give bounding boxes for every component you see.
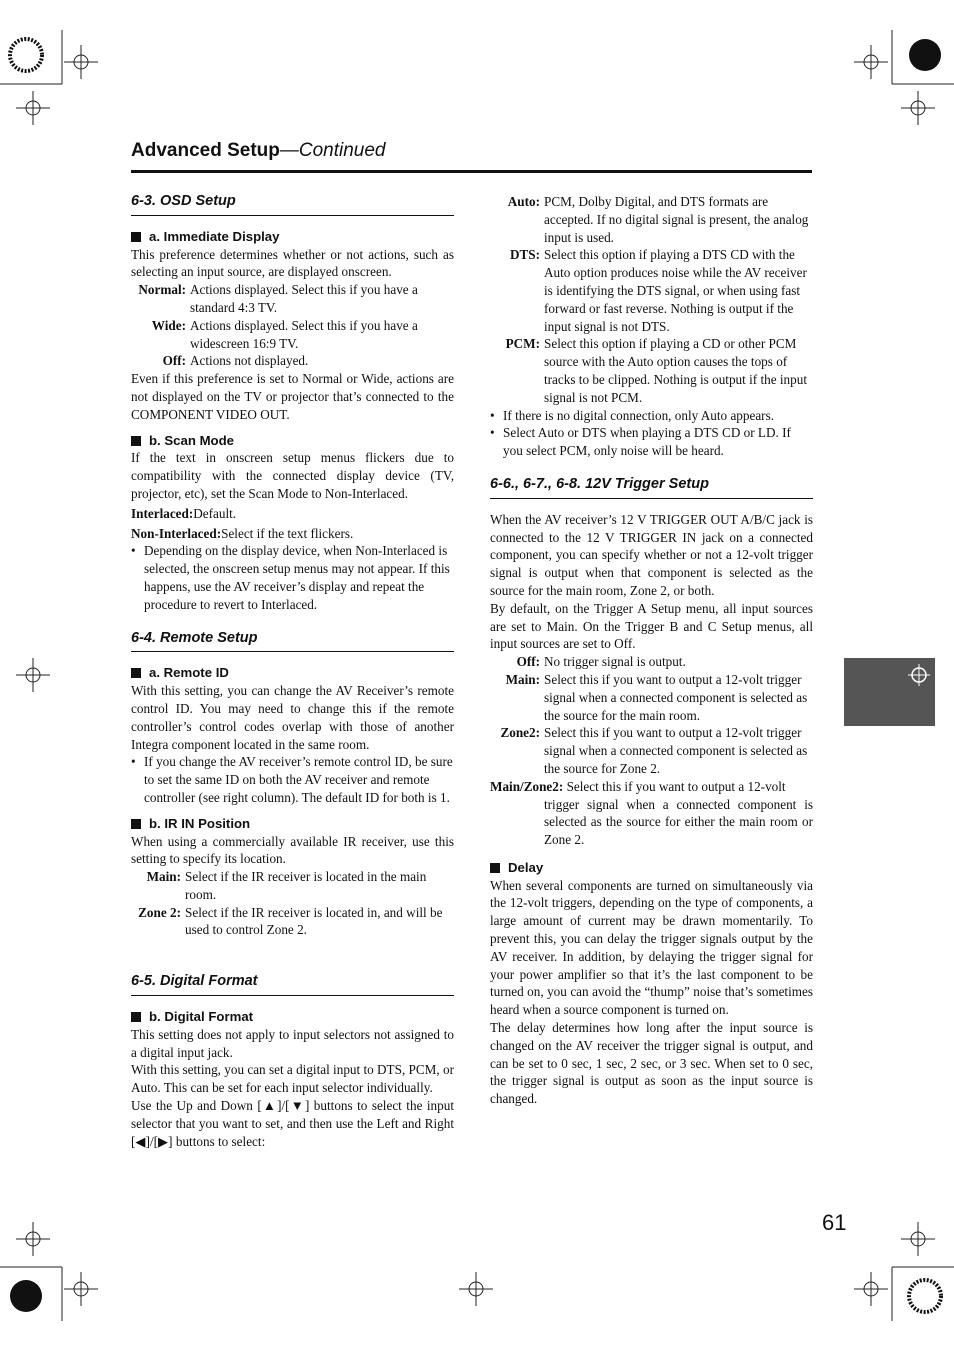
chapter-tab	[844, 658, 935, 726]
right-arrow-icon: ▶	[158, 1133, 169, 1149]
bullet-item: • Depending on the display device, when Non-Interlaced is selected, the onscreen setup menus may not appear. If this happens, use the AV receiver’s display and repeat the procedure to revert to Interlaced.	[131, 543, 450, 612]
term-zone2: Zone 2: Select if the IR receiver is located in, and will be used to control Zone 2.	[138, 904, 443, 938]
section-heading-osd: 6-3. OSD Setup	[131, 193, 454, 216]
square-bullet-icon	[131, 819, 141, 829]
term-main-zone2-cont: trigger signal when a connected component is selected as the source for either the main room or Zone 2.	[544, 796, 813, 848]
page-title: Advanced Setup—Continued	[131, 140, 386, 161]
term-auto: Auto: PCM, Dolby Digital, and DTS formats are accepted. If no digital signal is present, the analog input is used.	[507, 194, 809, 245]
term-normal: Normal: Actions displayed. Select this if you have a standard 4:3 TV.	[138, 282, 418, 315]
paragraph: With this setting, you can set a digital input to DTS, PCM, or Auto. This can be set for each input selector individually.	[131, 1062, 454, 1096]
registration-mark-icon	[908, 664, 930, 686]
bullet-item: • If there is no digital connection, only Auto appears.	[490, 407, 775, 423]
term-pcm: PCM: Select this option if playing a CD or other PCM source with the Auto option causes the tops of tracks to be clipped. Nothing is output if the input signal is not PCM.	[505, 336, 807, 405]
subheading-delay: Delay	[490, 859, 813, 877]
term-main-zone2: Main/Zone2: Select this if you want to output a 12-volt	[490, 778, 786, 794]
term-trigger-main: Main: Select this if you want to output a 12-volt trigger signal when a connected component is selected as the source for the main room.	[505, 671, 808, 723]
term-wide: Wide: Actions displayed. Select this if you have a widescreen 16:9 TV.	[151, 317, 418, 351]
term-main: Main: Select if the IR receiver is located in the main room.	[146, 869, 427, 902]
up-arrow-icon: ▲	[261, 1098, 278, 1114]
square-bullet-icon	[131, 232, 141, 242]
paragraph: With this setting, you can change the AV Receiver’s remote control ID. You may need to change this if the remote controller’s control codes overlap with those of another Integra component located in the same room.	[131, 683, 454, 752]
square-bullet-icon	[490, 863, 500, 873]
paragraph: If the text in onscreen setup menus flickers due to compatibility with the connected display device (TV, projector, etc), set the Scan Mode to Non-Interlaced.	[131, 450, 454, 501]
square-bullet-icon	[131, 436, 141, 446]
down-arrow-icon: ▼	[289, 1098, 305, 1114]
paragraph: This setting does not apply to input selectors not assigned to a digital input jack.	[131, 1026, 454, 1060]
bullet-item: • If you change the AV receiver’s remote control ID, be sure to set the same ID on both the AV receiver and remote controller (see right column). The default ID for both is 1.	[131, 754, 453, 805]
term-off: Off: Actions not displayed.	[162, 353, 309, 369]
paragraph: When using a commercially available IR receiver, use this setting to specify its location.	[131, 833, 454, 867]
interlaced-line: Interlaced:Default.	[131, 505, 237, 521]
section-heading-remote: 6-4. Remote Setup	[131, 630, 454, 653]
term-dts: DTS: Select this option if playing a DTS CD with the Auto option produces noise while the AV receiver is identifying the DTS signal, or when using fast forward or fast reverse. Nothing is output if the input signal is not DTS.	[509, 247, 807, 334]
paragraph: Even if this preference is set to Normal or Wide, actions are not displayed on the TV or projector that’s connected to the COMPONENT VIDEO OUT.	[131, 371, 454, 422]
page-header	[131, 138, 812, 173]
paragraph: The delay determines how long after the input source is changed on the AV receiver the trigger signal is output, and can be set to 0 sec, 1 sec, 2 sec, or 3 sec. When set to 0 sec, the trigger signal is output as soon as the input source is changed.	[490, 1020, 813, 1107]
left-arrow-icon: ◀	[135, 1133, 146, 1149]
subheading-scan-mode: b. Scan Mode	[131, 432, 454, 450]
subheading-ir-in-position: b. IR IN Position	[131, 815, 454, 833]
paragraph: When the AV receiver’s 12 V TRIGGER OUT A/B/C jack is connected to the 12 V TRIGGER IN jack on a connected component, you can specify whether or not a 12-volt trigger signal is output when that component is selected as the source for the main room, Zone 2, or both.	[490, 511, 813, 598]
section-heading-trigger: 6-6., 6-7., 6-8. 12V Trigger Setup	[490, 476, 813, 499]
section-heading-digital-format: 6-5. Digital Format	[131, 973, 454, 996]
right-column	[490, 193, 813, 1108]
term-trigger-off: Off: No trigger signal is output.	[516, 654, 686, 670]
subheading-digital-format: b. Digital Format	[131, 1008, 454, 1026]
paragraph: When several components are turned on simultaneously via the 12-volt triggers, depending on the type of components, a large amount of current may be drawn momentarily. To prevent this, you can delay the trigger signals output by the AV receiver. In addition, by delaying the trigger signal for your power amplifier so that it’s the last component to be turned on, you can avoid the “thump” noise that’s sometimes heard when a source component is turned on.	[490, 877, 813, 1018]
subheading-remote-id: a. Remote ID	[131, 664, 454, 682]
paragraph: Use the Up and Down [▲]/[▼] buttons to select the input selector that you want to set, and then use the Left and Right [◀]/[▶] buttons to select:	[131, 1098, 454, 1149]
square-bullet-icon	[131, 1012, 141, 1022]
page-number: 61	[822, 1210, 847, 1235]
square-bullet-icon	[131, 668, 141, 678]
subheading-immediate-display: a. Immediate Display	[131, 228, 454, 246]
term-trigger-zone2: Zone2: Select this if you want to output a 12-volt trigger signal when a connected component is selected as the source for Zone 2.	[500, 725, 808, 776]
left-column	[131, 193, 454, 1150]
noninterlaced-line: Non-Interlaced:Select if the text flickers.	[131, 525, 354, 541]
paragraph: By default, on the Trigger A Setup menu, all input sources are set to Main. On the Trigger B and C Setup menus, all input sources are set to Off.	[490, 600, 813, 652]
paragraph: This preference determines whether or not actions, such as selecting an input source, are displayed onscreen.	[131, 246, 454, 280]
bullet-item: • Select Auto or DTS when playing a DTS CD or LD. If you select PCM, only noise will be heard.	[490, 425, 791, 459]
